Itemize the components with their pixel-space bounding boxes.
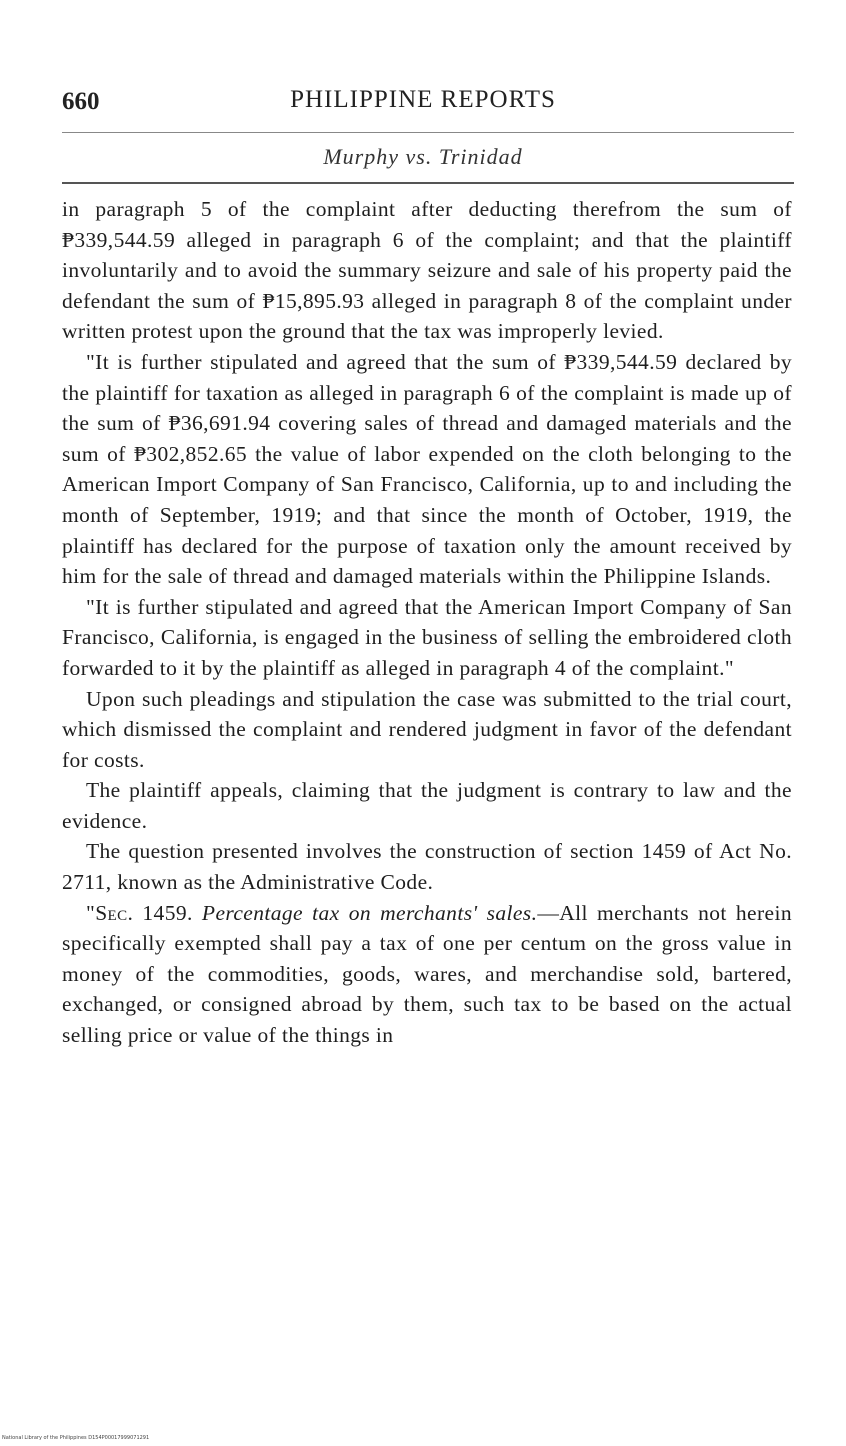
paragraph-4: Upon such pleadings and stipulation the case was submitted to the trial court, which dismissed the complaint and rendered judgment in favor of the defendant for costs. xyxy=(62,686,792,772)
body-text xyxy=(62,194,792,1051)
header-rule-top xyxy=(62,132,794,133)
header-rule-bottom xyxy=(62,182,794,184)
case-title: Murphy vs. Trinidad xyxy=(323,144,523,169)
paragraph-7 xyxy=(62,898,792,1051)
section-number: Sec. 1459. xyxy=(95,900,193,925)
section-title: Percentage tax on merchants' sales. xyxy=(201,900,538,925)
paragraph-2: "It is further stipulated and agreed that the sum of ₱339,544.59 declared by the plaintiff for taxation as alleged in paragraph 6 of the complaint is made up of the sum of ₱36,691.94 covering sales of thread and damaged materials and the sum of ₱302,852.65 the value of labor expended on the cloth belonging to the American Import Company of San Francisco, California, up to and including the month of September, 1919; and that since the month of October, 1919, the plaintiff has declared for the purpose of taxation only the amount received by him for the sale of thread and damaged materials within the Philippine Islands. xyxy=(62,349,792,589)
paragraph-1: in paragraph 5 of the complaint after deducting therefrom the sum of ₱339,544.59 alleged in paragraph 6 of the complaint; and that the plaintiff involuntarily and to avoid the summary seizure and sale of his property paid the defendant the sum of ₱15,895.93 alleged in paragraph 8 of the complaint under written protest upon the ground that the tax was improperly levied. xyxy=(62,197,792,344)
paragraph-5: The plaintiff appeals, claiming that the judgment is contrary to law and the evidence. xyxy=(62,778,792,833)
paragraph-3: "It is further stipulated and agreed that the American Import Company of San Francisco, California, is engaged in the business of selling the embroidered cloth forwarded to it by the plaintiff as alleged in paragraph 4 of the complaint." xyxy=(62,594,792,680)
footer-source: National Library of the Philippines D154P00017999071291 xyxy=(2,1435,150,1441)
paragraph-6: The question presented involves the construction of section 1459 of Act No. 2711, known as the Administrative Code. xyxy=(62,839,792,895)
running-title: PHILIPPINE REPORTS xyxy=(290,86,556,113)
quote-open: " xyxy=(86,900,96,925)
section-text: —All merchants not herein specifically exempted shall pay a tax of one per centum on the gross value in money of the commodities, goods, wares, and merchandise sold, bartered, exchanged, or consigned abroad by them, such tax to be based on the actual selling price or value of the things in xyxy=(62,900,793,1048)
page-number: 660 xyxy=(62,88,100,115)
